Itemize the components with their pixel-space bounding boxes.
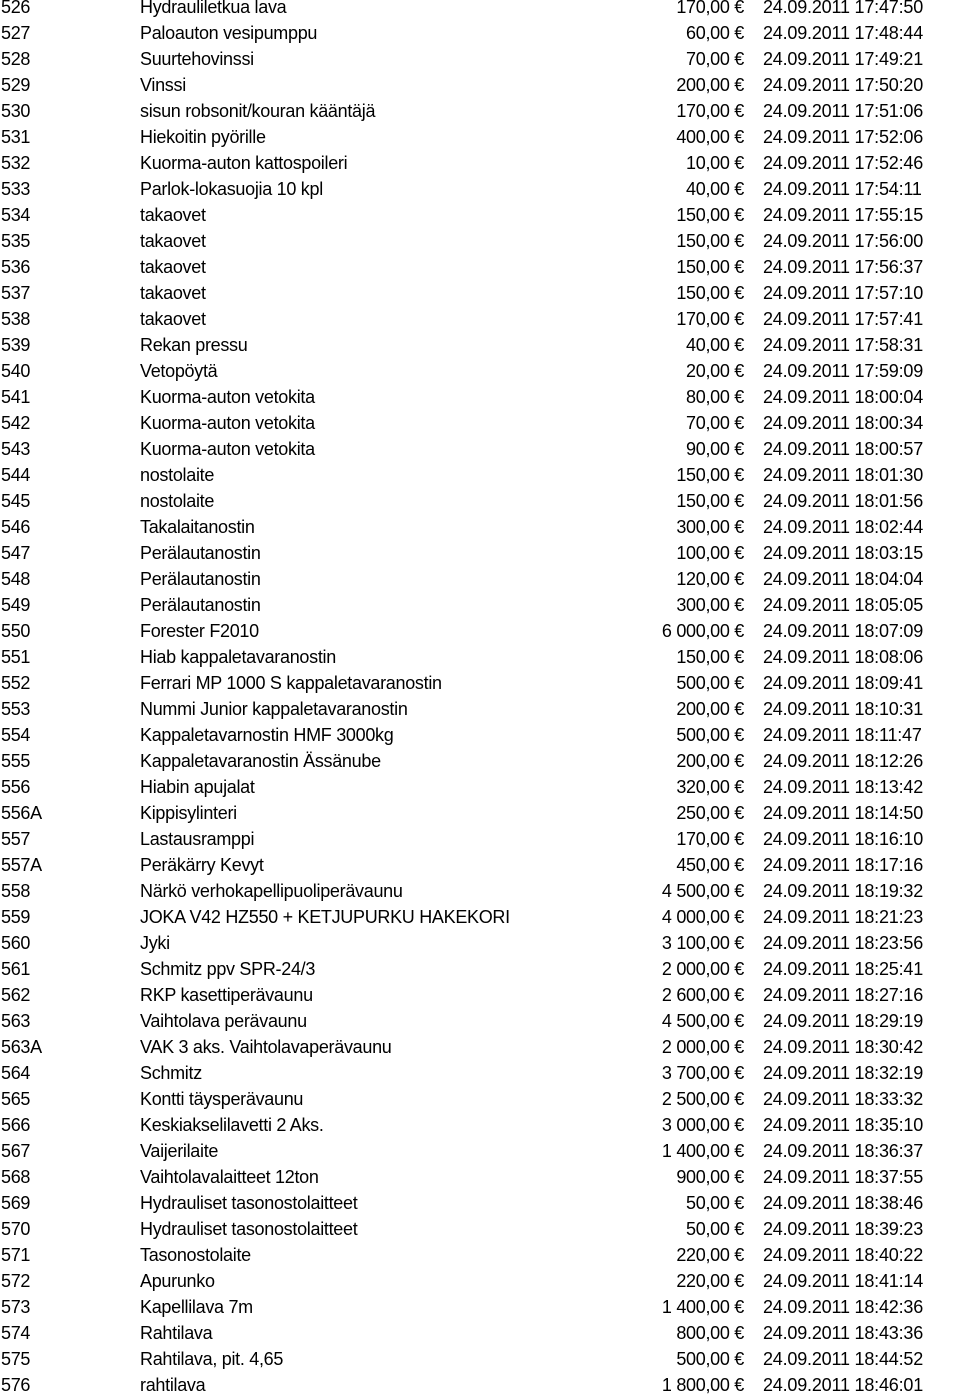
item-number: 545 xyxy=(1,491,31,511)
item-price: 150,00 € xyxy=(676,257,744,277)
item-price: 800,00 € xyxy=(676,1323,744,1343)
table-row xyxy=(0,930,960,956)
table-row xyxy=(0,1216,960,1242)
item-price: 40,00 € xyxy=(686,179,744,199)
item-number: 569 xyxy=(1,1193,31,1213)
item-price: 500,00 € xyxy=(676,1349,744,1369)
item-price: 100,00 € xyxy=(676,543,744,563)
item-timestamp: 24.09.2011 18:40:22 xyxy=(763,1245,924,1265)
item-timestamp: 24.09.2011 18:37:55 xyxy=(763,1167,924,1187)
item-timestamp: 24.09.2011 18:03:15 xyxy=(763,543,924,563)
item-name: Kappaletavarnostin HMF 3000kg xyxy=(140,725,394,745)
item-number: 540 xyxy=(1,361,31,381)
table-row xyxy=(0,670,960,696)
item-name: Hiabin apujalat xyxy=(140,777,255,797)
item-number: 548 xyxy=(1,569,31,589)
item-timestamp: 24.09.2011 17:58:31 xyxy=(763,335,924,355)
item-number: 570 xyxy=(1,1219,31,1239)
item-number: 575 xyxy=(1,1349,31,1369)
item-name: Nummi Junior kappaletavaranostin xyxy=(140,699,408,719)
item-timestamp: 24.09.2011 18:44:52 xyxy=(763,1349,924,1369)
item-name: Peräkärry Kevyt xyxy=(140,855,264,875)
item-number: 554 xyxy=(1,725,31,745)
table-row xyxy=(0,1372,960,1398)
item-price: 2 500,00 € xyxy=(661,1089,744,1109)
item-timestamp: 24.09.2011 18:27:16 xyxy=(763,985,924,1005)
item-number: 562 xyxy=(1,985,31,1005)
table-row xyxy=(0,436,960,462)
item-name: RKP kasettiperävaunu xyxy=(140,985,313,1005)
item-number: 560 xyxy=(1,933,31,953)
item-name: Perälautanostin xyxy=(140,543,261,563)
item-number: 543 xyxy=(1,439,31,459)
item-name: Rahtilava, pit. 4,65 xyxy=(140,1349,284,1369)
table-row xyxy=(0,150,960,176)
item-timestamp: 24.09.2011 18:38:46 xyxy=(763,1193,924,1213)
table-row xyxy=(0,98,960,124)
item-number: 549 xyxy=(1,595,31,615)
item-number: 537 xyxy=(1,283,31,303)
item-name: rahtilava xyxy=(140,1375,206,1395)
table-row xyxy=(0,722,960,748)
item-name: Kontti täysperävaunu xyxy=(140,1089,304,1109)
table-row xyxy=(0,774,960,800)
table-row xyxy=(0,1138,960,1164)
table-row xyxy=(0,1320,960,1346)
item-price: 150,00 € xyxy=(676,465,744,485)
item-name: sisun robsonit/kouran kääntäjä xyxy=(140,101,376,121)
item-number: 557A xyxy=(1,855,42,875)
item-number: 574 xyxy=(1,1323,31,1343)
table-row xyxy=(0,488,960,514)
item-name: VAK 3 aks. Vaihtolavaperävaunu xyxy=(140,1037,392,1057)
item-price: 150,00 € xyxy=(676,491,744,511)
item-price: 320,00 € xyxy=(676,777,744,797)
item-timestamp: 24.09.2011 17:47:50 xyxy=(763,0,924,17)
item-timestamp: 24.09.2011 17:56:00 xyxy=(763,231,924,251)
item-price: 1 400,00 € xyxy=(661,1141,744,1161)
item-price: 200,00 € xyxy=(676,751,744,771)
table-row xyxy=(0,1008,960,1034)
item-number: 531 xyxy=(1,127,31,147)
item-price: 150,00 € xyxy=(676,647,744,667)
item-name: Hiekoitin pyörille xyxy=(140,127,266,147)
item-number: 550 xyxy=(1,621,31,641)
item-price: 220,00 € xyxy=(676,1245,744,1265)
item-price: 2 000,00 € xyxy=(661,1037,744,1057)
item-name: Schmitz ppv SPR-24/3 xyxy=(140,959,316,979)
item-name: Tasonostolaite xyxy=(140,1245,251,1265)
table-row xyxy=(0,72,960,98)
item-number: 576 xyxy=(1,1375,31,1395)
item-name: Ferrari MP 1000 S kappaletavaranostin xyxy=(140,673,442,693)
item-timestamp: 24.09.2011 18:41:14 xyxy=(763,1271,924,1291)
item-price: 50,00 € xyxy=(686,1193,744,1213)
table-row xyxy=(0,1294,960,1320)
table-row xyxy=(0,904,960,930)
item-number: 530 xyxy=(1,101,31,121)
item-name: Vaihtolava perävaunu xyxy=(140,1011,307,1031)
item-price: 20,00 € xyxy=(686,361,744,381)
table-row xyxy=(0,878,960,904)
item-price: 150,00 € xyxy=(676,283,744,303)
item-name: Suurtehovinssi xyxy=(140,49,254,69)
item-price: 200,00 € xyxy=(676,699,744,719)
item-name: JOKA V42 HZ550 + KETJUPURKU HAKEKORI xyxy=(140,907,510,927)
table-row xyxy=(0,306,960,332)
item-number: 556 xyxy=(1,777,31,797)
item-name: nostolaite xyxy=(140,491,215,511)
item-price: 500,00 € xyxy=(676,673,744,693)
item-timestamp: 24.09.2011 18:13:42 xyxy=(763,777,924,797)
table-row xyxy=(0,1164,960,1190)
item-price: 2 000,00 € xyxy=(661,959,744,979)
item-timestamp: 24.09.2011 18:01:56 xyxy=(763,491,924,511)
item-price: 60,00 € xyxy=(686,23,744,43)
item-number: 532 xyxy=(1,153,31,173)
item-timestamp: 24.09.2011 17:57:41 xyxy=(763,309,924,329)
item-number: 558 xyxy=(1,881,31,901)
item-number: 566 xyxy=(1,1115,31,1135)
table-row xyxy=(0,696,960,722)
item-timestamp: 24.09.2011 18:08:06 xyxy=(763,647,924,667)
item-timestamp: 24.09.2011 17:59:09 xyxy=(763,361,924,381)
item-price: 300,00 € xyxy=(676,517,744,537)
item-timestamp: 24.09.2011 18:23:56 xyxy=(763,933,924,953)
item-name: Närkö verhokapellipuoliperävaunu xyxy=(140,881,403,901)
item-price: 1 800,00 € xyxy=(661,1375,744,1395)
table-row xyxy=(0,176,960,202)
item-price: 4 000,00 € xyxy=(661,907,744,927)
item-number: 564 xyxy=(1,1063,31,1083)
item-name: Schmitz xyxy=(140,1063,202,1083)
item-timestamp: 24.09.2011 18:30:42 xyxy=(763,1037,924,1057)
table-row xyxy=(0,20,960,46)
item-number: 557 xyxy=(1,829,31,849)
item-number: 544 xyxy=(1,465,31,485)
table-row xyxy=(0,514,960,540)
item-name: Takalaitanostin xyxy=(140,517,255,537)
table-row xyxy=(0,826,960,852)
item-name: takaovet xyxy=(140,205,206,225)
item-number: 536 xyxy=(1,257,31,277)
item-price: 4 500,00 € xyxy=(661,1011,744,1031)
item-timestamp: 24.09.2011 18:02:44 xyxy=(763,517,924,537)
item-number: 533 xyxy=(1,179,31,199)
item-name: Vaihtolavalaitteet 12ton xyxy=(140,1167,319,1187)
item-number: 528 xyxy=(1,49,31,69)
item-timestamp: 24.09.2011 18:32:19 xyxy=(763,1063,924,1083)
item-name: Hiab kappaletavaranostin xyxy=(140,647,336,667)
item-timestamp: 24.09.2011 18:10:31 xyxy=(763,699,924,719)
table-row xyxy=(0,1112,960,1138)
item-price: 450,00 € xyxy=(676,855,744,875)
item-price: 400,00 € xyxy=(676,127,744,147)
table-row xyxy=(0,748,960,774)
item-name: Kuorma-auton vetokita xyxy=(140,439,315,459)
item-number: 559 xyxy=(1,907,31,927)
item-number: 551 xyxy=(1,647,31,667)
item-timestamp: 24.09.2011 18:00:34 xyxy=(763,413,924,433)
item-price: 50,00 € xyxy=(686,1219,744,1239)
item-timestamp: 24.09.2011 18:21:23 xyxy=(763,907,924,927)
table-row xyxy=(0,618,960,644)
item-name: Kuorma-auton kattospoileri xyxy=(140,153,348,173)
item-price: 90,00 € xyxy=(686,439,744,459)
item-timestamp: 24.09.2011 18:14:50 xyxy=(763,803,924,823)
item-price: 80,00 € xyxy=(686,387,744,407)
table-row xyxy=(0,332,960,358)
item-timestamp: 24.09.2011 18:07:09 xyxy=(763,621,924,641)
item-number: 565 xyxy=(1,1089,31,1109)
item-price: 170,00 € xyxy=(676,829,744,849)
item-price: 70,00 € xyxy=(686,413,744,433)
item-number: 563A xyxy=(1,1037,42,1057)
table-row xyxy=(0,566,960,592)
item-name: takaovet xyxy=(140,231,206,251)
table-row xyxy=(0,1060,960,1086)
item-timestamp: 24.09.2011 17:56:37 xyxy=(763,257,924,277)
item-price: 3 000,00 € xyxy=(661,1115,744,1135)
item-number: 539 xyxy=(1,335,31,355)
item-name: Hydrauliset tasonostolaitteet xyxy=(140,1193,358,1213)
item-timestamp: 24.09.2011 17:50:20 xyxy=(763,75,924,95)
table-row xyxy=(0,124,960,150)
item-name: Perälautanostin xyxy=(140,595,261,615)
table-row xyxy=(0,384,960,410)
item-name: Kuorma-auton vetokita xyxy=(140,413,315,433)
item-price: 500,00 € xyxy=(676,725,744,745)
item-number: 568 xyxy=(1,1167,31,1187)
item-timestamp: 24.09.2011 17:54:11 xyxy=(763,179,922,199)
item-timestamp: 24.09.2011 17:55:15 xyxy=(763,205,924,225)
item-number: 571 xyxy=(1,1245,31,1265)
item-number: 572 xyxy=(1,1271,31,1291)
item-timestamp: 24.09.2011 18:05:05 xyxy=(763,595,924,615)
item-timestamp: 24.09.2011 18:25:41 xyxy=(763,959,924,979)
table-row xyxy=(0,1268,960,1294)
item-number: 553 xyxy=(1,699,31,719)
table-row xyxy=(0,254,960,280)
item-name: takaovet xyxy=(140,283,206,303)
item-number: 546 xyxy=(1,517,31,537)
item-price: 220,00 € xyxy=(676,1271,744,1291)
table-row xyxy=(0,644,960,670)
item-price: 250,00 € xyxy=(676,803,744,823)
item-name: nostolaite xyxy=(140,465,215,485)
item-number: 541 xyxy=(1,387,31,407)
item-timestamp: 24.09.2011 17:52:06 xyxy=(763,127,924,147)
item-timestamp: 24.09.2011 17:48:44 xyxy=(763,23,924,43)
table-row xyxy=(0,1242,960,1268)
item-timestamp: 24.09.2011 18:33:32 xyxy=(763,1089,924,1109)
table-row xyxy=(0,462,960,488)
item-timestamp: 24.09.2011 18:09:41 xyxy=(763,673,924,693)
item-timestamp: 24.09.2011 18:00:04 xyxy=(763,387,924,407)
item-name: Kappaletavaranostin Ässänube xyxy=(140,751,381,771)
item-name: Apurunko xyxy=(140,1271,215,1291)
table-row xyxy=(0,540,960,566)
item-number: 573 xyxy=(1,1297,31,1317)
table-row xyxy=(0,852,960,878)
table-row xyxy=(0,592,960,618)
item-price: 300,00 € xyxy=(676,595,744,615)
item-number: 552 xyxy=(1,673,31,693)
item-price: 170,00 € xyxy=(676,309,744,329)
item-name: Parlok-lokasuojia 10 kpl xyxy=(140,179,323,199)
item-timestamp: 24.09.2011 18:46:01 xyxy=(763,1375,924,1395)
item-name: Kippisylinteri xyxy=(140,803,237,823)
item-price: 170,00 € xyxy=(676,101,744,121)
item-number: 538 xyxy=(1,309,31,329)
item-number: 527 xyxy=(1,23,31,43)
table-row xyxy=(0,280,960,306)
item-timestamp: 24.09.2011 17:52:46 xyxy=(763,153,924,173)
item-name: Rekan pressu xyxy=(140,335,248,355)
item-name: Paloauton vesipumppu xyxy=(140,23,318,43)
table-row xyxy=(0,1034,960,1060)
item-price: 150,00 € xyxy=(676,205,744,225)
item-timestamp: 24.09.2011 18:39:23 xyxy=(763,1219,924,1239)
item-name: takaovet xyxy=(140,257,206,277)
item-timestamp: 24.09.2011 18:12:26 xyxy=(763,751,924,771)
item-price: 70,00 € xyxy=(686,49,744,69)
item-price: 900,00 € xyxy=(676,1167,744,1187)
item-number: 542 xyxy=(1,413,31,433)
table-row xyxy=(0,0,960,20)
item-name: Kuorma-auton vetokita xyxy=(140,387,315,407)
table-row xyxy=(0,46,960,72)
item-price: 10,00 € xyxy=(686,153,744,173)
item-timestamp: 24.09.2011 18:35:10 xyxy=(763,1115,924,1135)
item-price: 170,00 € xyxy=(676,0,744,17)
item-price: 4 500,00 € xyxy=(661,881,744,901)
item-name: Hydrauliset tasonostolaitteet xyxy=(140,1219,358,1239)
item-price: 40,00 € xyxy=(686,335,744,355)
item-number: 563 xyxy=(1,1011,31,1031)
item-timestamp: 24.09.2011 18:29:19 xyxy=(763,1011,924,1031)
item-name: takaovet xyxy=(140,309,206,329)
item-name: Rahtilava xyxy=(140,1323,213,1343)
table-row xyxy=(0,982,960,1008)
item-name: Vinssi xyxy=(140,75,186,95)
item-timestamp: 24.09.2011 18:16:10 xyxy=(763,829,924,849)
item-name: Forester F2010 xyxy=(140,621,259,641)
item-number: 555 xyxy=(1,751,31,771)
item-timestamp: 24.09.2011 17:57:10 xyxy=(763,283,924,303)
item-price: 150,00 € xyxy=(676,231,744,251)
item-timestamp: 24.09.2011 18:36:37 xyxy=(763,1141,924,1161)
item-price: 1 400,00 € xyxy=(661,1297,744,1317)
item-number: 529 xyxy=(1,75,31,95)
item-price: 2 600,00 € xyxy=(661,985,744,1005)
item-name: Lastausramppi xyxy=(140,829,255,849)
table-row xyxy=(0,1190,960,1216)
item-number: 556A xyxy=(1,803,42,823)
item-timestamp: 24.09.2011 17:49:21 xyxy=(763,49,924,69)
item-number: 567 xyxy=(1,1141,31,1161)
item-name: Vaijerilaite xyxy=(140,1141,219,1161)
item-timestamp: 24.09.2011 18:04:04 xyxy=(763,569,924,589)
item-timestamp: 24.09.2011 18:01:30 xyxy=(763,465,924,485)
item-price: 6 000,00 € xyxy=(661,621,744,641)
item-price: 120,00 € xyxy=(676,569,744,589)
table-row xyxy=(0,1086,960,1112)
item-timestamp: 24.09.2011 17:51:06 xyxy=(763,101,924,121)
item-timestamp: 24.09.2011 18:19:32 xyxy=(763,881,924,901)
item-name: Jyki xyxy=(140,933,170,953)
item-name: Hydrauliletkua lava xyxy=(140,0,287,17)
item-number: 534 xyxy=(1,205,31,225)
table-row xyxy=(0,228,960,254)
item-price: 3 100,00 € xyxy=(661,933,744,953)
table-row xyxy=(0,410,960,436)
table-row xyxy=(0,1346,960,1372)
table-row xyxy=(0,202,960,228)
item-number: 547 xyxy=(1,543,31,563)
item-price: 3 700,00 € xyxy=(661,1063,744,1083)
table-row xyxy=(0,956,960,982)
item-name: Kapellilava 7m xyxy=(140,1297,253,1317)
item-number: 535 xyxy=(1,231,31,251)
item-number: 526 xyxy=(1,0,31,17)
item-name: Vetopöytä xyxy=(140,361,218,381)
table-row xyxy=(0,800,960,826)
item-name: Perälautanostin xyxy=(140,569,261,589)
item-price: 200,00 € xyxy=(676,75,744,95)
item-name: Keskiakselilavetti 2 Aks. xyxy=(140,1115,324,1135)
item-number: 561 xyxy=(1,959,31,979)
item-timestamp: 24.09.2011 18:42:36 xyxy=(763,1297,924,1317)
table-row xyxy=(0,358,960,384)
item-timestamp: 24.09.2011 18:00:57 xyxy=(763,439,924,459)
item-timestamp: 24.09.2011 18:43:36 xyxy=(763,1323,924,1343)
item-timestamp: 24.09.2011 18:11:47 xyxy=(763,725,922,745)
item-timestamp: 24.09.2011 18:17:16 xyxy=(763,855,924,875)
